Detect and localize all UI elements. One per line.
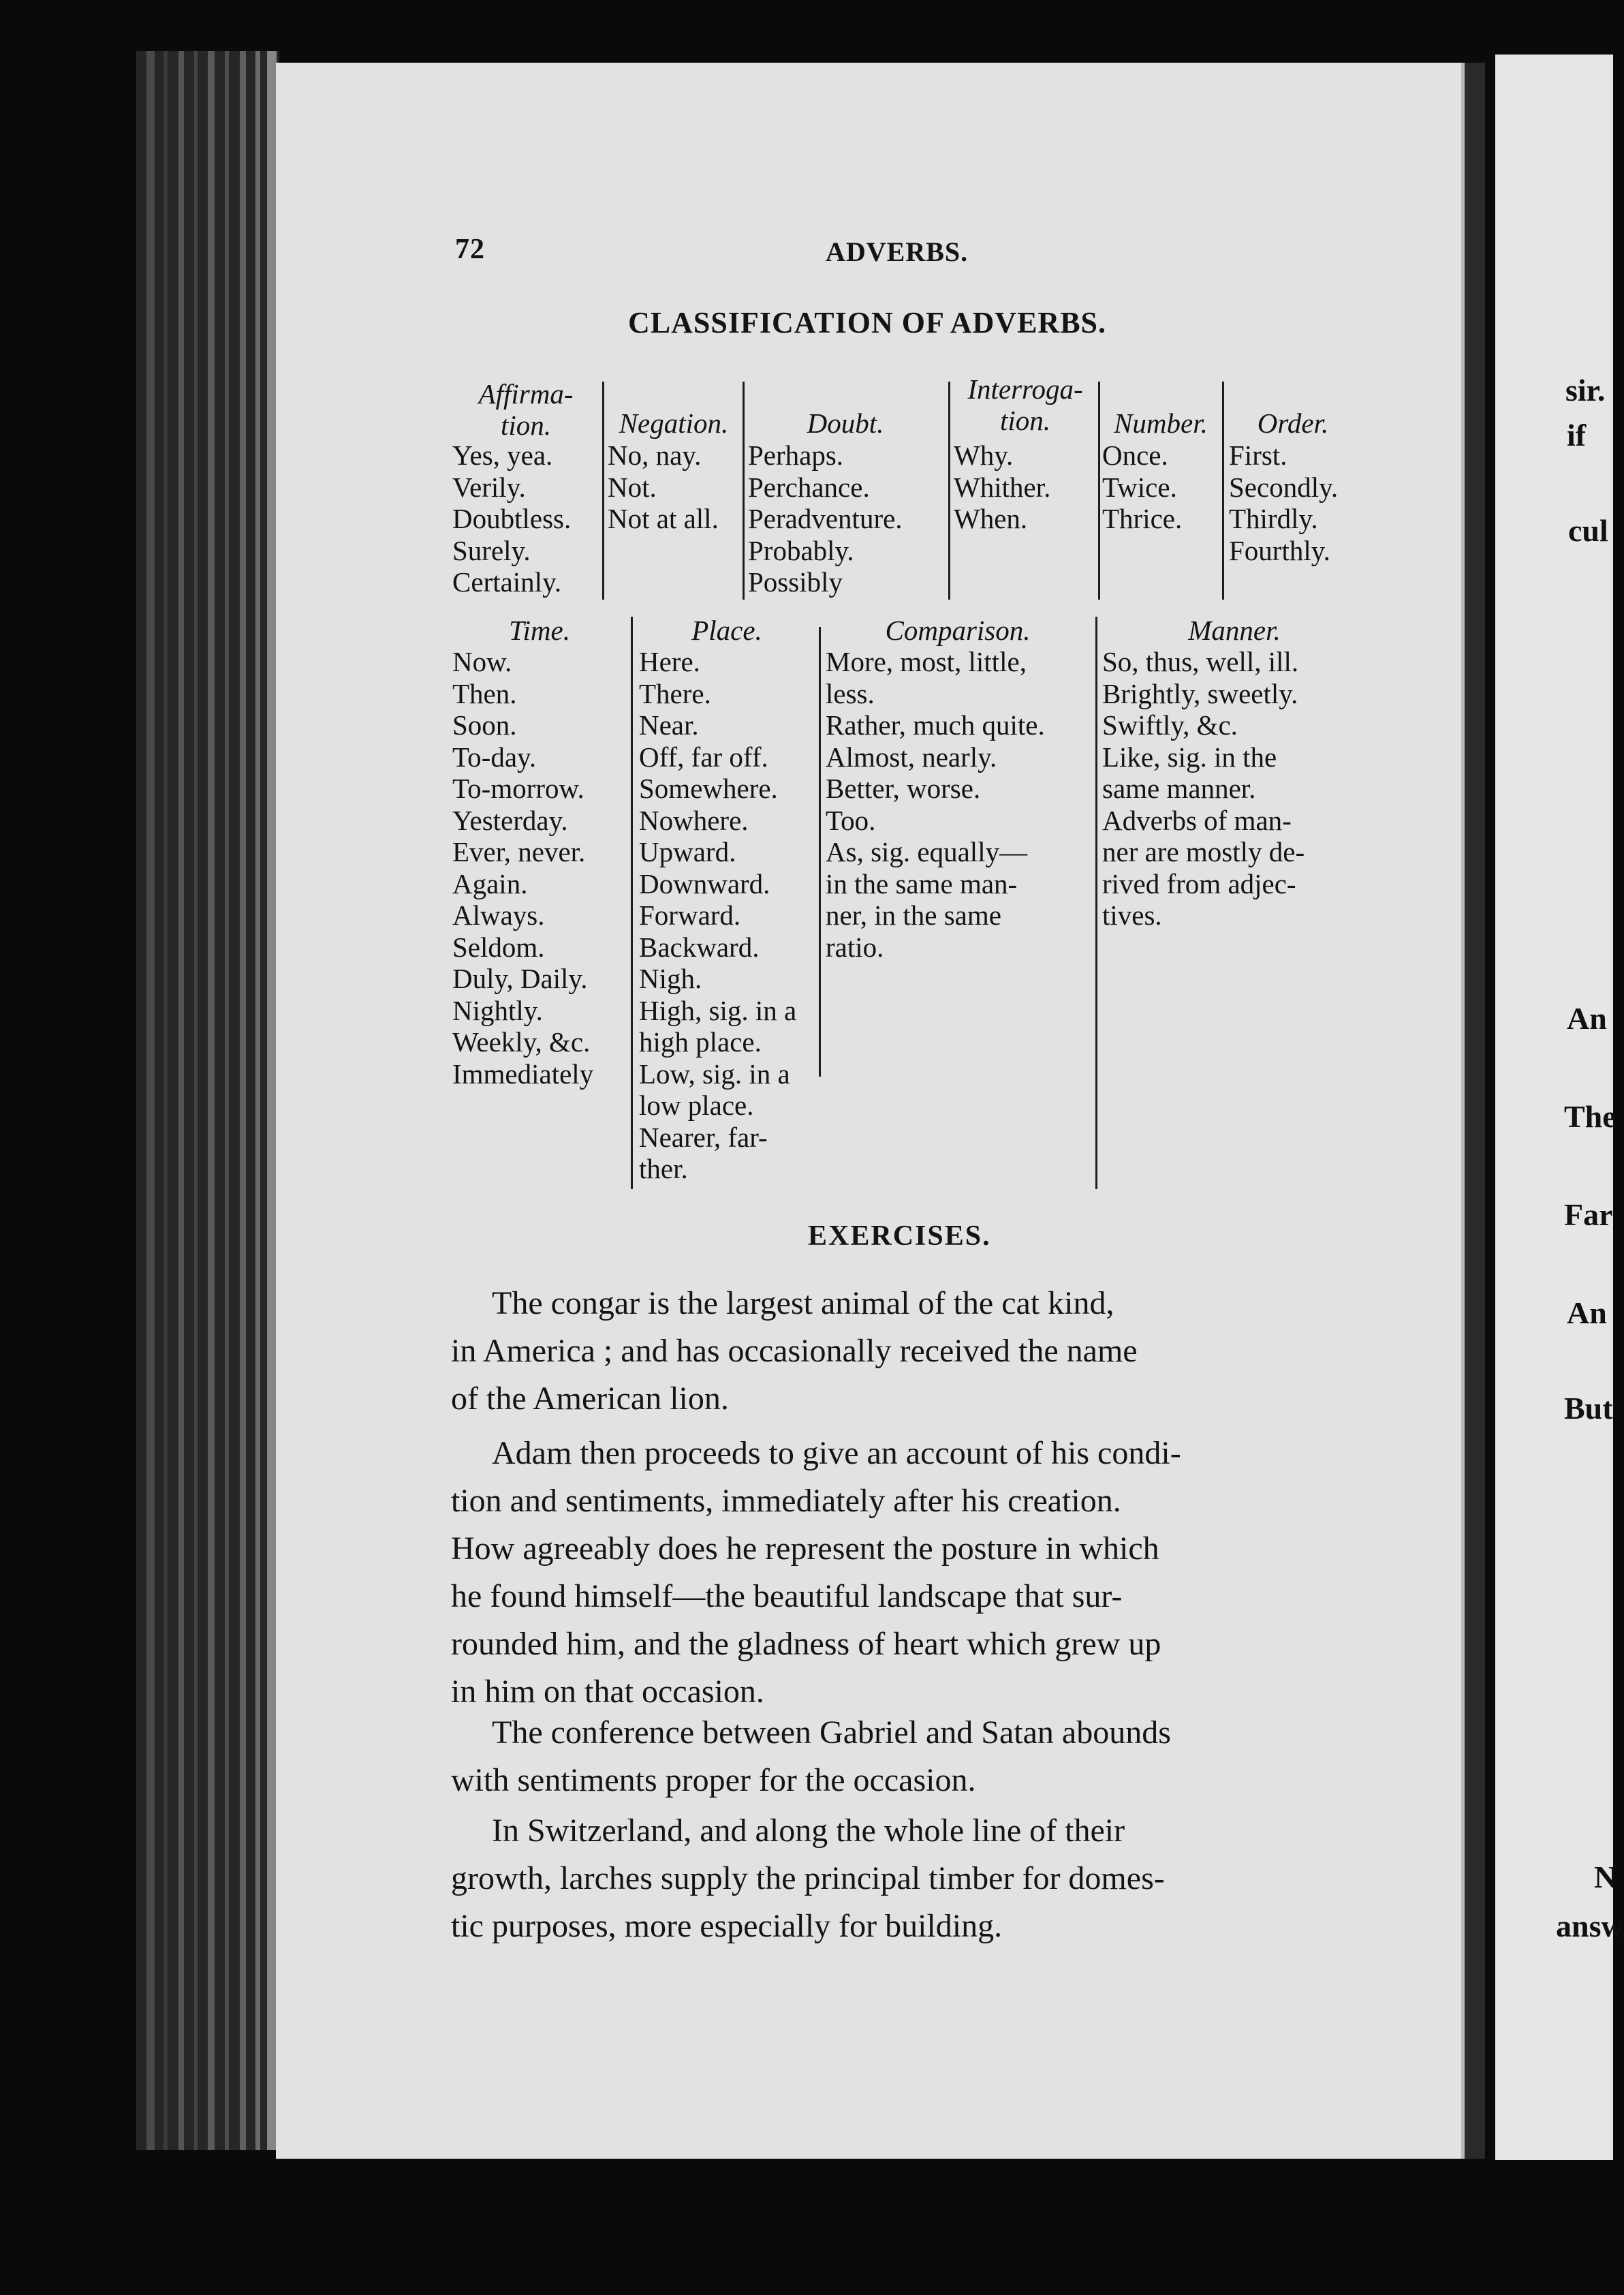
col-items-negation: No, nay. Not. Not at all.: [608, 440, 719, 534]
col-heading-comparison: Comparison.: [885, 615, 1031, 646]
col-heading-negation: Negation.: [619, 407, 729, 439]
running-head: ADVERBS.: [826, 236, 969, 267]
rule-upper-5: [1222, 382, 1224, 600]
facing-fragment: But: [1564, 1391, 1613, 1426]
col-heading-doubt: Doubt.: [807, 407, 884, 439]
text-line: In Switzerland, and along the whole line of their: [492, 1813, 1125, 1849]
text-line: in America ; and has occasionally received the name: [451, 1333, 1138, 1369]
col-items-place: Here. There. Near. Off, far off. Somewhere. Nowhere. Upward. Downward. Forward. Backward. Nigh. High, sig. in a high place. Low, sig. in a low place. Nearer, far- ther.: [639, 646, 797, 1184]
text-line: tic purposes, more especially for building.: [451, 1908, 1003, 1944]
col-heading-manner: Manner.: [1188, 615, 1281, 646]
text-line: with sentiments proper for the occasion.: [451, 1762, 976, 1798]
facing-fragment: The: [1564, 1099, 1617, 1134]
facing-fragment: sir.: [1565, 373, 1606, 407]
rule-upper-1: [602, 382, 604, 600]
text-line: How agreeably does he represent the posture in which: [451, 1530, 1159, 1567]
facing-fragment: N: [1594, 1860, 1617, 1894]
text-line: in him on that occasion.: [451, 1674, 764, 1710]
rule-upper-4: [1098, 382, 1100, 600]
col-heading-affirmation: Affirma- tion.: [478, 378, 574, 441]
exercise-paragraph-2: [451, 1430, 1369, 1716]
col-heading-place: Place.: [691, 615, 762, 646]
facing-fragment: Far: [1564, 1197, 1613, 1232]
facing-fragment: An: [1567, 1001, 1607, 1036]
page-number: 72: [455, 234, 485, 265]
text-line: tion and sentiments, immediately after his creation.: [451, 1483, 1121, 1519]
col-heading-interrogation: Interroga- tion.: [967, 373, 1083, 436]
text-line: The conference between Gabriel and Satan abounds: [492, 1714, 1171, 1751]
col-heading-order: Order.: [1257, 407, 1329, 439]
rule-lower-2: [819, 627, 821, 1077]
text-line: growth, larches supply the principal timber for domes-: [451, 1860, 1165, 1896]
exercise-paragraph-3: [451, 1709, 1369, 1804]
exercises-title: EXERCISES.: [808, 1220, 991, 1252]
text-line: he found himself—the beautiful landscape that sur-: [451, 1578, 1123, 1614]
rule-lower-3: [1095, 617, 1097, 1189]
text-line: of the American lion.: [451, 1381, 729, 1417]
exercise-paragraph-4: [451, 1807, 1369, 1950]
rule-upper-3: [948, 382, 950, 600]
col-items-interrogation: Why. Whither. When.: [954, 440, 1051, 534]
text-line: The congar is the largest animal of the cat kind,: [492, 1285, 1114, 1321]
facing-fragment: answ: [1556, 1909, 1624, 1943]
rule-lower-1: [631, 617, 633, 1189]
rule-upper-2: [743, 382, 745, 600]
text-line: rounded him, and the gladness of heart which grew up: [451, 1626, 1161, 1662]
col-items-order: First. Secondly. Thirdly. Fourthly.: [1229, 440, 1339, 566]
facing-fragment: cul: [1568, 513, 1608, 548]
exercise-paragraph-1-cont: [451, 1327, 1369, 1423]
col-items-time: Now. Then. Soon. To-day. To-morrow. Yesterday. Ever, never. Again. Always. Seldom. Duly, Daily. Nightly. Weekly, &c. Immediately: [452, 646, 594, 1090]
col-heading-time: Time.: [509, 615, 570, 646]
col-items-doubt: Perhaps. Perchance. Peradventure. Probably. Possibly: [748, 440, 903, 598]
text-line: Adam then proceeds to give an account of his condi-: [492, 1435, 1181, 1471]
facing-fragment: if: [1567, 418, 1587, 452]
col-heading-number: Number.: [1114, 407, 1208, 439]
col-items-comparison: More, most, little, less. Rather, much quite. Almost, nearly. Better, worse. Too. As, sig. equally— in the same man- ner, in the same ratio.: [826, 646, 1045, 963]
facing-fragment: An: [1567, 1295, 1607, 1330]
col-items-affirmation: Yes, yea. Verily. Doubtless. Surely. Certainly.: [452, 440, 572, 598]
exercise-paragraph-1: [451, 1280, 1369, 1327]
col-items-number: Once. Twice. Thrice.: [1102, 440, 1183, 534]
col-items-manner: So, thus, well, ill. Brightly, sweetly. Swiftly, &c. Like, sig. in the same manner. Adverbs of man- ner are mostly de- rived from adjec- tives.: [1102, 646, 1305, 931]
table-title: CLASSIFICATION OF ADVERBS.: [628, 306, 1107, 339]
